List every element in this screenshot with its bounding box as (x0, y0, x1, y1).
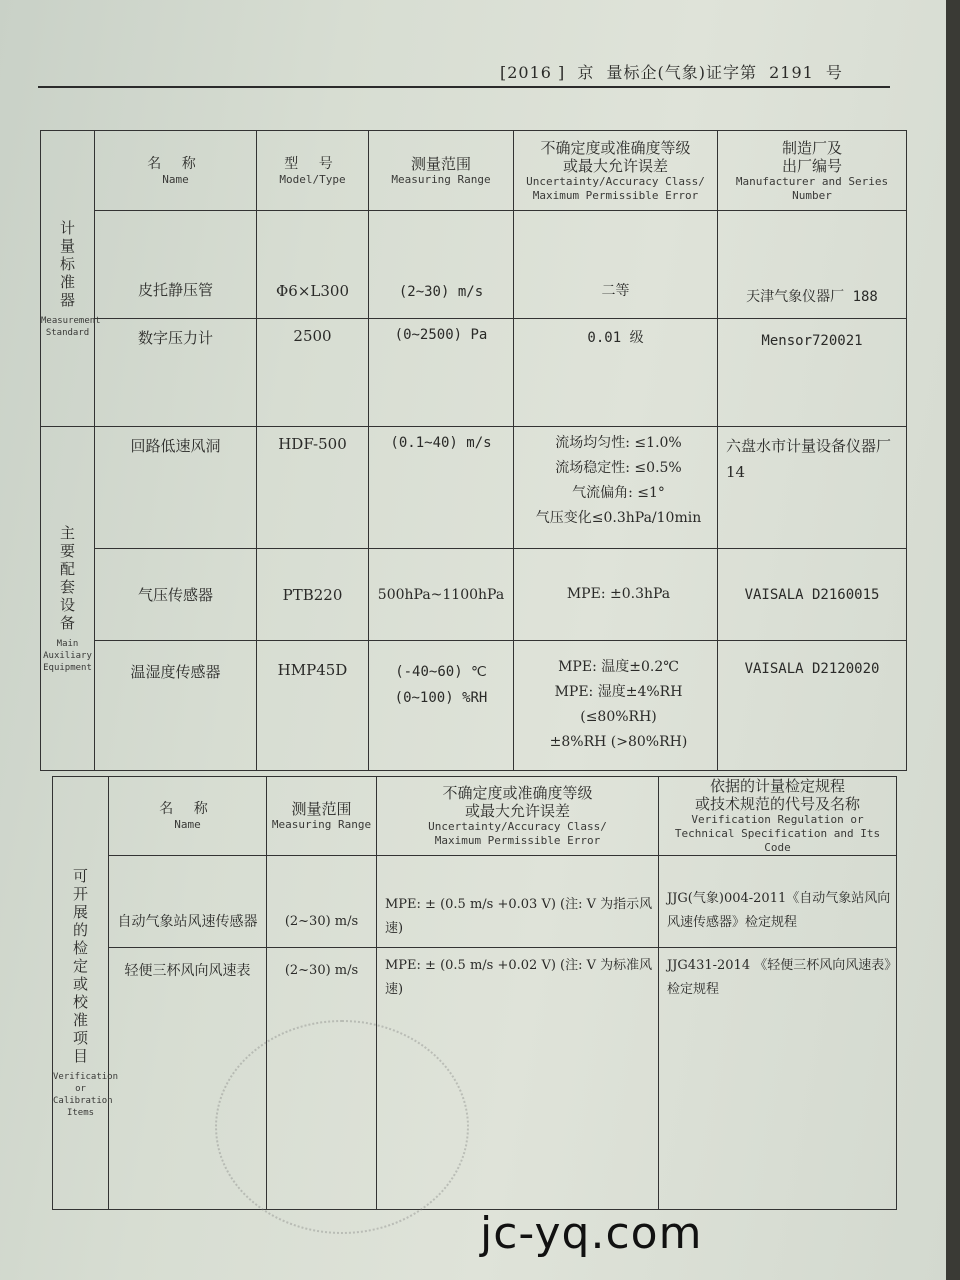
equipment-uncertainty: 流场均匀性: ≤1.0% 流场稳定性: ≤0.5% 气流偏角: ≤1° 气压变化≤0.3hPa/10min (514, 427, 718, 549)
standard-model: 2500 (257, 319, 369, 427)
item-uncertainty: MPE: ± (0.5 m/s +0.02 V) (注: V 为标准风速) (377, 948, 659, 1210)
equipment-model: HDF-500 (257, 427, 369, 549)
equipment-manufacturer: VAISALA D2120020 (718, 641, 907, 771)
cert-year: [2016 ] (500, 63, 566, 82)
standard-range: (2~30) m/s (369, 211, 514, 319)
standard-header-row (41, 131, 907, 211)
standard-name: 数字压力计 (95, 319, 257, 427)
equipment-range: (0.1~40) m/s (369, 427, 514, 549)
standard-model: Φ6×L300 (257, 211, 369, 319)
table-row (41, 319, 907, 427)
col-header-model: 型 号 Model/Type (257, 131, 369, 211)
equipment-name: 温湿度传感器 (95, 641, 257, 771)
table-row (41, 641, 907, 771)
col-header-range: 测量范围 Measuring Range (369, 131, 514, 211)
col-header-uncertainty: 不确定度或准确度等级 或最大允许误差 Uncertainty/Accuracy Class/ Maximum Permissible Error (514, 131, 718, 211)
col-header-name: 名 称 Name (95, 131, 257, 211)
col-header-item-range: 测量范围 Measuring Range (267, 777, 377, 856)
auxiliary-section-label: 主 要 配 套 设 备 Main Auxiliary Equipment (41, 427, 95, 771)
col-header-item-name: 名 称 Name (109, 777, 267, 856)
cert-city: 京 (577, 63, 595, 82)
cert-suffix: 号 (825, 63, 843, 82)
item-regulation: JJG(气象)004-2011《自动气象站风向风速传感器》检定规程 (659, 856, 897, 948)
standard-uncertainty: 二等 (514, 211, 718, 319)
items-section-label: 可 开 展 的 检 定 或 校 准 项 目 Verification or Calibration Items (53, 777, 109, 1210)
watermark-text: jc-yq.com (480, 1208, 703, 1259)
item-name: 轻便三杯风向风速表 (109, 948, 267, 1210)
table-row (41, 211, 907, 319)
standard-uncertainty: 0.01 级 (514, 319, 718, 427)
equipment-uncertainty: MPE: ±0.3hPa (514, 549, 718, 641)
equipment-uncertainty: MPE: 温度±0.2℃ MPE: 湿度±4%RH (≤80%RH) ±8%RH (>80%RH) (514, 641, 718, 771)
equipment-manufacturer: VAISALA D2160015 (718, 549, 907, 641)
equipment-name: 气压传感器 (95, 549, 257, 641)
items-header-row (53, 777, 897, 856)
table-row (41, 427, 907, 549)
standards-table (40, 130, 907, 771)
table-row (53, 948, 897, 1210)
equipment-manufacturer: 六盘水市计量设备仪器厂 14 (718, 427, 907, 549)
item-regulation: JJG431-2014 《轻便三杯风向风速表》检定规程 (659, 948, 897, 1210)
item-range: (2~30) m/s (267, 856, 377, 948)
items-table (52, 776, 897, 1210)
equipment-name: 回路低速风洞 (95, 427, 257, 549)
item-uncertainty: MPE: ± (0.5 m/s +0.03 V) (注: V 为指示风速) (377, 856, 659, 948)
standard-manufacturer: Mensor720021 (718, 319, 907, 427)
seal-stamp (215, 1020, 469, 1234)
equipment-model: PTB220 (257, 549, 369, 641)
certificate-header (500, 60, 900, 86)
standard-range: (0~2500) Pa (369, 319, 514, 427)
col-header-manufacturer: 制造厂及 出厂编号 Manufacturer and Series Number (718, 131, 907, 211)
item-name: 自动气象站风速传感器 (109, 856, 267, 948)
equipment-range: 500hPa~1100hPa (369, 549, 514, 641)
standard-name: 皮托静压管 (95, 211, 257, 319)
header-divider (38, 86, 890, 88)
equipment-model: HMP45D (257, 641, 369, 771)
standard-manufacturer: 天津气象仪器厂 188 (718, 211, 907, 319)
item-range: (2~30) m/s (267, 948, 377, 1210)
equipment-range: (-40~60) ℃ (0~100) %RH (369, 641, 514, 771)
col-header-item-uncertainty: 不确定度或准确度等级 或最大允许误差 Uncertainty/Accuracy Class/ Maximum Permissible Error (377, 777, 659, 856)
cert-label: 量标企(气象)证字第 (606, 63, 757, 82)
table-row (41, 549, 907, 641)
table-row (53, 856, 897, 948)
col-header-item-regulation: 依据的计量检定规程 或技术规范的代号及名称 Verification Regulation or Technical Specification and Its Code (659, 777, 897, 856)
standard-section-label: 计 量 标 准 器 Measurement Standard (41, 131, 95, 427)
cert-number: 2191 (769, 63, 814, 82)
